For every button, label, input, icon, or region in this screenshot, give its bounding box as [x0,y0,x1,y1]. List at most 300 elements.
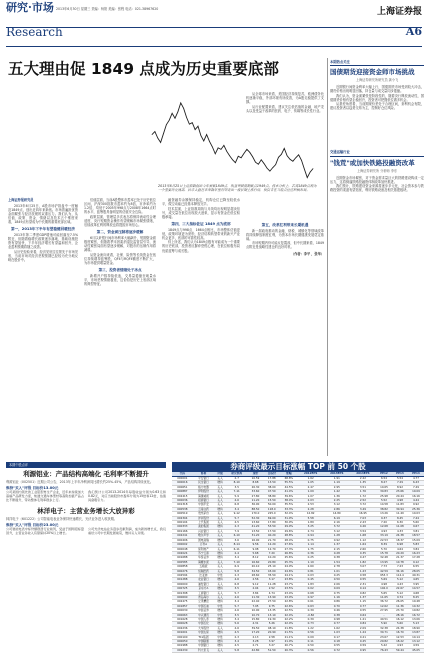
index-point [226,151,227,152]
table-cell: 买入 [214,512,226,516]
table-cell: 1.22 [298,626,324,630]
sidebar-body-2 [330,176,424,193]
table-cell: 6.19 [324,516,350,520]
table-cell: 29.9% [280,525,298,529]
table-cell: 32.48 [376,556,392,560]
table-cell: 25.6% [280,556,298,560]
table-cell: 1.76 [350,490,376,494]
table-cell: 600000 [172,582,193,586]
table-cell: 增持 [214,556,226,560]
table-cell: 0.50 [298,644,324,648]
table-cell: 6.55 [408,565,424,569]
table-cell: 海康威视 [193,494,215,498]
table-cell: 11.08 [392,525,408,529]
paragraph: 2013年6月25日，A股市场沪指盘中一度触及1849点，创出近四年来新低。市场普遍担忧资金面紧张与经济放缓的双重压力。我们认为，从估值、政策、资金、情绪以及技术五个维度来看，1849点有望成为中长期的重要底部区域。 [8,204,78,225]
table-cell: 9.92 [408,503,424,507]
table-cell: 京东方A [193,587,215,591]
table-cell: 0.25 [350,640,376,644]
table-cell: 16.70 [392,631,408,635]
table-cell: 118.0 [263,507,280,511]
table-cell: 中性 [214,573,226,577]
table-cell: 12.68 [376,525,392,529]
table-cell: 10.03 [408,512,424,516]
table-cell: 4-5 [226,631,248,635]
paragraph: 从行业配置来看，建议关注低估值的金融、地产龙头以及受益于改革的医药、电子、传媒等成长性行业。 [246,104,324,113]
table-cell: 0.21 [350,635,376,639]
table-cell: 102.0 [376,587,392,591]
table-cell: 5.70 [376,547,392,551]
table-cell: 49.31 [408,573,424,577]
table-cell: 3-4 [226,556,248,560]
table-cell: 22.5% [280,609,298,613]
table-cell: 中国人寿 [193,618,215,622]
main-headline: 五大理由促 1849 点成为历史重要底部 [8,60,279,78]
index-point [203,141,204,142]
table-cell: 38.00 [263,485,280,489]
table-cell: 青岛海尔 [193,595,215,599]
table-cell: 4-6 [226,595,248,599]
table-cell: 000063 [172,613,193,617]
table-cell: 23.70 [392,609,408,613]
table-cell: 1.64 [350,543,376,547]
table-cell: 4.31 [248,622,264,626]
table-cell: 9.67 [408,525,424,529]
table-cell: 增持 [214,587,226,591]
paragraph: 从资金流向来看，社保、险资等长线资金在低位持续增持蓝筹股，QFII与RQFII额度不断扩大，为市场提供增量资金。 [84,252,156,265]
table-cell: 21.5% [280,631,298,635]
table-cell: 12.70 [263,547,280,551]
table-cell: 8-14 [226,543,248,547]
table-cell: 1.03 [324,631,350,635]
table-header-cell: 涨幅 [280,472,298,477]
table-cell: 2.25 [324,499,350,503]
table-cell: 38.82 [376,507,392,511]
table-cell: 7.29 [392,481,408,485]
subheading: 第四，三大指标佐证 1849 点为底部 [171,221,231,226]
table-cell: 0.50 [324,578,350,582]
table-cell: 18.57 [408,534,424,538]
table-cell: 增持 [214,525,226,529]
table-cell: 601398 [172,591,193,595]
table-cell: 24.1% [280,573,298,577]
table-cell: 10.20 [263,556,280,560]
left-column [8,198,78,456]
index-point [244,153,245,154]
table-cell: 20.10 [248,565,264,569]
table-cell: 增持 [214,538,226,542]
author-label: 上海证券报研究员 [8,198,34,202]
table-cell: 601857 [172,604,193,608]
index-point [235,162,236,163]
table-cell: 7-10 [226,560,248,564]
table-cell: 600104 [172,521,193,525]
table-cell: 33.3% [280,507,298,511]
table-cell: 30.83 [376,490,392,494]
table-cell: 4.59 [408,644,424,648]
table-cell: 8.27 [376,481,392,485]
table-cell: 伊利股份 [193,490,215,494]
table-cell: 5.69 [376,578,392,582]
table-cell: 中国石油 [193,604,215,608]
table-cell: 3.28 [248,640,264,644]
paragraph: 融资融券余额保持稳定，机构仓位已降至较低水平，做空动能已经基本释放完毕。 [162,198,240,207]
index-point [186,117,187,118]
subheading: 第一，2013年下半年有望稳健回暖经济 [11,227,75,232]
table-cell: 1.23 [350,569,376,573]
table-cell: 30.94 [392,507,408,511]
table-cell: 3-6 [226,538,248,542]
table-cell: 增持 [214,507,226,511]
table-cell: 0.46 [324,609,350,613]
table-cell: 5-7 [226,604,248,608]
table-cell: 增持 [214,578,226,582]
table-cell: 42.80 [248,648,264,652]
table-cell: 苏宁云商 [193,551,215,555]
table-cell: 1.68 [350,534,376,538]
review-rating: 维持"买入"评级 目标价23.00元 [6,523,59,528]
table-header-cell: 目标价 [263,472,280,477]
table-cell: 买入 [214,503,226,507]
table-cell: 600016 [172,481,193,485]
table-cell: 4-6 [226,499,248,503]
index-point [155,131,156,132]
table-cell: 2.09 [350,626,376,630]
table-cell: 002415 [172,494,193,498]
table-cell: -0.82 [298,613,324,617]
table-cell: 10.14 [408,635,424,639]
table-cell: 0.70 [324,604,350,608]
table-cell: 16.60 [248,560,264,564]
table-cell: 601628 [172,618,193,622]
index-point [183,108,184,109]
table-cell: 13.90 [263,595,280,599]
review-col: 公司智能电表中标份额稳居行业前列，受益于国网招标量回升，主营业务收入有望保持20%以上增长。 [6,527,84,536]
table-cell: 5.42 [376,644,392,648]
table-cell: 2.43 [350,521,376,525]
table-cell: 16.16 [408,494,424,498]
table-cell: 7.20 [376,521,392,525]
table-cell: 23.8% [280,578,298,582]
table-cell: 2.03 [298,499,324,503]
table-cell: 0.35 [350,551,376,555]
table-cell: 0.38 [324,556,350,560]
table-cell: 2.86 [324,507,350,511]
table-cell: 0.47 [350,556,376,560]
table-cell: 7.23 [392,565,408,569]
table-cell: 16.95 [350,512,376,516]
table-cell: 0.84 [350,622,376,626]
table-cell: 0.77 [350,604,376,608]
index-point [195,129,196,130]
table-cell: 27.50 [263,600,280,604]
table-cell: 8.12 [248,556,264,560]
table-cell: 3.17 [263,578,280,582]
index-point [212,147,213,148]
table-cell: 1.15 [350,600,376,604]
table-cell: 7.44 [408,516,424,520]
table-cell: 1.24 [350,631,376,635]
table-cell: 20.44 [392,494,408,498]
table-body [172,477,424,653]
table-cell: 12.53 [392,635,408,639]
table-cell: 买入 [214,521,226,525]
table-cell: 10.90 [248,609,264,613]
table-cell: 0.17 [324,635,350,639]
table-cell: 1.21 [350,618,376,622]
table-header-cell: 研究机构 [226,472,248,477]
table-cell: 9.12 [248,582,264,586]
table-cell: 28.8% [280,534,298,538]
table-cell: 13.10 [263,613,280,617]
table-cell: 32.38 [376,626,392,630]
table-cell: 0.58 [350,573,376,577]
table-title: 券商评级最示目标涨幅 TOP 前 50 个股 [172,462,424,472]
table-cell: 增持 [214,600,226,604]
table-cell: 225.0 [263,512,280,516]
table-cell: 买入 [214,582,226,586]
table-cell: 1.12 [350,538,376,542]
table-cell: 1.83 [298,582,324,586]
table-cell: 2.22 [350,477,376,481]
table-cell: 11.20 [248,499,264,503]
review-col: 公司是国内领先的工业铝型材生产企业，近年来持续加大高端产品研发力度，轨道交通车体型材等高附加值产品占比不断提升，带动整体毛利率稳步上行。 [6,490,84,503]
table-cell: 1.07 [298,494,324,498]
table-cell: 12.62 [376,604,392,608]
table-cell: 0.59 [350,644,376,648]
table-cell: 2.60 [350,547,376,551]
table-cell: 4-6 [226,609,248,613]
table-cell: 4.68 [408,591,424,595]
table-cell: 21.37 [392,556,408,560]
table-cell: 2-3 [226,525,248,529]
table-cell: 0.25 [298,556,324,560]
table-cell: 2.74 [298,529,324,533]
table-cell: 18.22 [392,640,408,644]
index-point [160,142,161,143]
index-point [152,134,153,135]
table-cell: 民生银行 [193,481,215,485]
table-cell: 3.12 [324,529,350,533]
table-cell: 2.53 [298,503,324,507]
index-point [166,124,167,125]
table-cell: 7-11 [226,490,248,494]
table-cell: 兴业银行 [193,529,215,533]
table-cell: 1.01 [324,569,350,573]
table-cell: 000333 [172,525,193,529]
table-header-cell: 2013EPS [324,472,350,477]
table-cell: 7.03 [350,516,376,520]
table-cell: 28.16 [392,613,408,617]
review-body [6,491,166,503]
table-cell: 27.6% [280,543,298,547]
table-cell: 39.6% [280,494,298,498]
table-cell: 0.45 [298,578,324,582]
table-cell: 13.12 [408,640,424,644]
table-cell: 601318 [172,503,193,507]
paragraph: 6月以来银行间市场利率大幅飙升，短期资金面极度紧张，但随着季末因素消退及监管层引导，流动性紧张局面有望逐步缓解，对股市的压制作用将减弱。 [84,235,156,253]
table-cell: 1.16 [324,595,350,599]
review-title: 利源铝业：产品结构高端化 毛利率不断提升 [23,470,149,479]
table-cell: 33.19 [376,534,392,538]
table-cell: 4.26 [350,525,376,529]
table-cell: 0.55 [324,644,350,648]
review-summary: 林洋电子（601222）公司智能电表业务保持快速增长，光伏业务进入收获期。 [6,517,117,521]
table-cell: 27.95 [376,609,392,613]
table-cell: 5.90 [376,622,392,626]
table-cell: 国电南瑞 [193,538,215,542]
index-point [180,103,181,104]
table-cell: 600585 [172,560,193,564]
table-cell: 5-8 [226,648,248,652]
table-cell: 2-3 [226,635,248,639]
table-cell: 24.6% [280,569,298,573]
paragraph: 从基差角度看，当前期现价差处于合理区间，套利机会有限，建议投资者以趋势交易为主，控制好仓位风险。 [330,102,424,111]
column-divider [327,58,328,456]
table-cell: 27.3% [280,547,298,551]
table-cell: 002304 [172,516,193,520]
paragraph: 我们预计，铁路建设资金来源将逐步多元化，社会资本参与铁路投资的渠道有望拓宽，利好铁路设备及相关基建板块。 [330,184,424,193]
table-cell: 13.50 [263,481,280,485]
mid-column-3 [246,92,324,456]
table-cell: 13.95 [376,560,392,564]
table-cell: 2.52 [350,499,376,503]
index-point [229,155,230,156]
table-cell: 002594 [172,573,193,577]
table-cell: 53.50 [263,525,280,529]
table-cell: 19.30 [263,618,280,622]
table-cell: 11.30 [248,595,264,599]
table-cell: 6-11 [226,547,248,551]
table-cell: 13.06 [408,618,424,622]
table-cell: 0.56 [298,648,324,652]
table-cell: 19.82 [408,609,424,613]
table-cell: 1.14 [298,543,324,547]
table-cell: 云南白药 [193,507,215,511]
table-cell: 4.93 [392,644,408,648]
table-cell: 4-5 [226,521,248,525]
table-cell: 1.42 [324,490,350,494]
sidebar-title: 国债期货迎接资金师市场挑战 [330,68,415,77]
masthead [0,0,428,48]
table-cell: 600406 [172,538,193,542]
paragraph: 市场短期内仍可能反复震荡，但中长期来看，1849点附近是战略性建仓的良好时机。 [246,241,324,250]
table-cell: 2.56 [248,578,264,582]
table-cell: 贵州茅台 [193,512,215,516]
table-cell: 万科A [193,543,215,547]
table-cell: 0.56 [298,631,324,635]
table-cell: 23.4% [280,591,298,595]
table-cell: 0.92 [324,538,350,542]
table-cell: 1.19 [298,560,324,564]
paragraph: 从历史经验来看，经济见底往往领先于市场见底，当前市场对经济悲观预期已经较为充分地反映在股价中。 [8,250,78,263]
stock-reviews [6,462,166,622]
table-cell: 33.60 [248,490,264,494]
table-cell: 1.82 [350,560,376,564]
table-cell: 68.8% [280,477,298,481]
table-cell: 2-4 [226,551,248,555]
table-cell: 3-4 [226,600,248,604]
table-cell: 3.81 [408,529,424,533]
table-cell: 比亚迪 [193,573,215,577]
table-cell: 000538 [172,507,193,511]
table-cell: 38.80 [263,494,280,498]
paragraph: 2013年第二季度GDP增速可能回落至7.5%附近，但随着稳增长政策逐步落地，基础设施投资有望加快，下半年经济增长有望温和回升，企业盈利预期将随之改善。 [8,233,78,250]
table-cell: 22.4% [280,613,298,617]
sidebar-author: 上海证券研究所研究员 龚小飞 [355,78,399,83]
table-cell: 600690 [172,595,193,599]
table-cell: 0.14 [350,587,376,591]
table-cell: 29.82 [376,640,392,644]
table-cell: 51.50 [263,648,280,652]
table-cell: 3.51 [350,485,376,489]
table-cell: 6-8 [226,582,248,586]
table-header-cell: 评级 [214,472,226,477]
table-cell: 170.0 [248,512,264,516]
table-cell: 9.56 [248,543,264,547]
table-header-cell: PE14 [408,472,424,477]
table-cell: 39.50 [248,626,264,630]
table-cell: 601688 [172,556,193,560]
table-cell: 28.4% [280,538,298,542]
table-cell: 26.8% [280,551,298,555]
table-cell: 5.83 [408,543,424,547]
table-cell: 17.50 [263,529,280,533]
table-cell: 10.59 [248,477,264,481]
table-cell: 17.88 [263,477,280,481]
table-header-cell: 现价 [248,472,264,477]
table-cell: 41.20 [248,525,264,529]
table-cell: 20.90 [263,631,280,635]
table-cell: 6.54 [376,477,392,481]
table-cell: 2.71 [248,644,264,648]
table-cell: 18.37 [392,538,408,542]
table-cell: 5.26 [263,622,280,626]
table-cell: 17.28 [408,556,424,560]
rating-table [172,472,424,653]
table-cell: 3-4 [226,618,248,622]
table-cell: 大华股份 [193,626,215,630]
table-cell: 30.9% [280,521,298,525]
table-cell: 0.98 [324,618,350,622]
table-cell: 7.73 [376,565,392,569]
table-cell: 0.97 [298,595,324,599]
table-cell: 买入 [214,534,226,538]
table-cell: 5.54 [392,477,408,481]
review-col: 我们预计公司2013-2014年每股收益分别为0.63元和0.82元，对应当前股价市盈率分别为15倍和12倍，估值具备吸引力。 [88,490,166,503]
table-cell: 002475 [172,600,193,604]
table-cell: 买入 [214,485,226,489]
table-cell: 1.91 [324,477,350,481]
table-cell: 76.43 [376,648,392,652]
table-cell: 25.98 [376,494,392,498]
table-header-cell: 2014EPS [350,472,376,477]
sidebar-author: 上海证券研究所 分析师 李东 [356,168,398,173]
table-cell: 32.4% [280,512,298,516]
table-cell: 1.35 [350,481,376,485]
index-point [201,135,202,136]
table-cell: 7.49 [408,485,424,489]
table-cell: 立讯精密 [193,600,215,604]
table-cell: 2.13 [248,635,264,639]
table-cell: 8.25 [408,595,424,599]
table-cell: 600028 [172,622,193,626]
table-cell: 0.02 [298,587,324,591]
table-cell: 0.75 [324,591,350,595]
index-point [238,156,239,157]
table-cell: TCL集团 [193,635,215,639]
table-cell: 25.10 [263,565,280,569]
table-cell: 000100 [172,635,193,639]
